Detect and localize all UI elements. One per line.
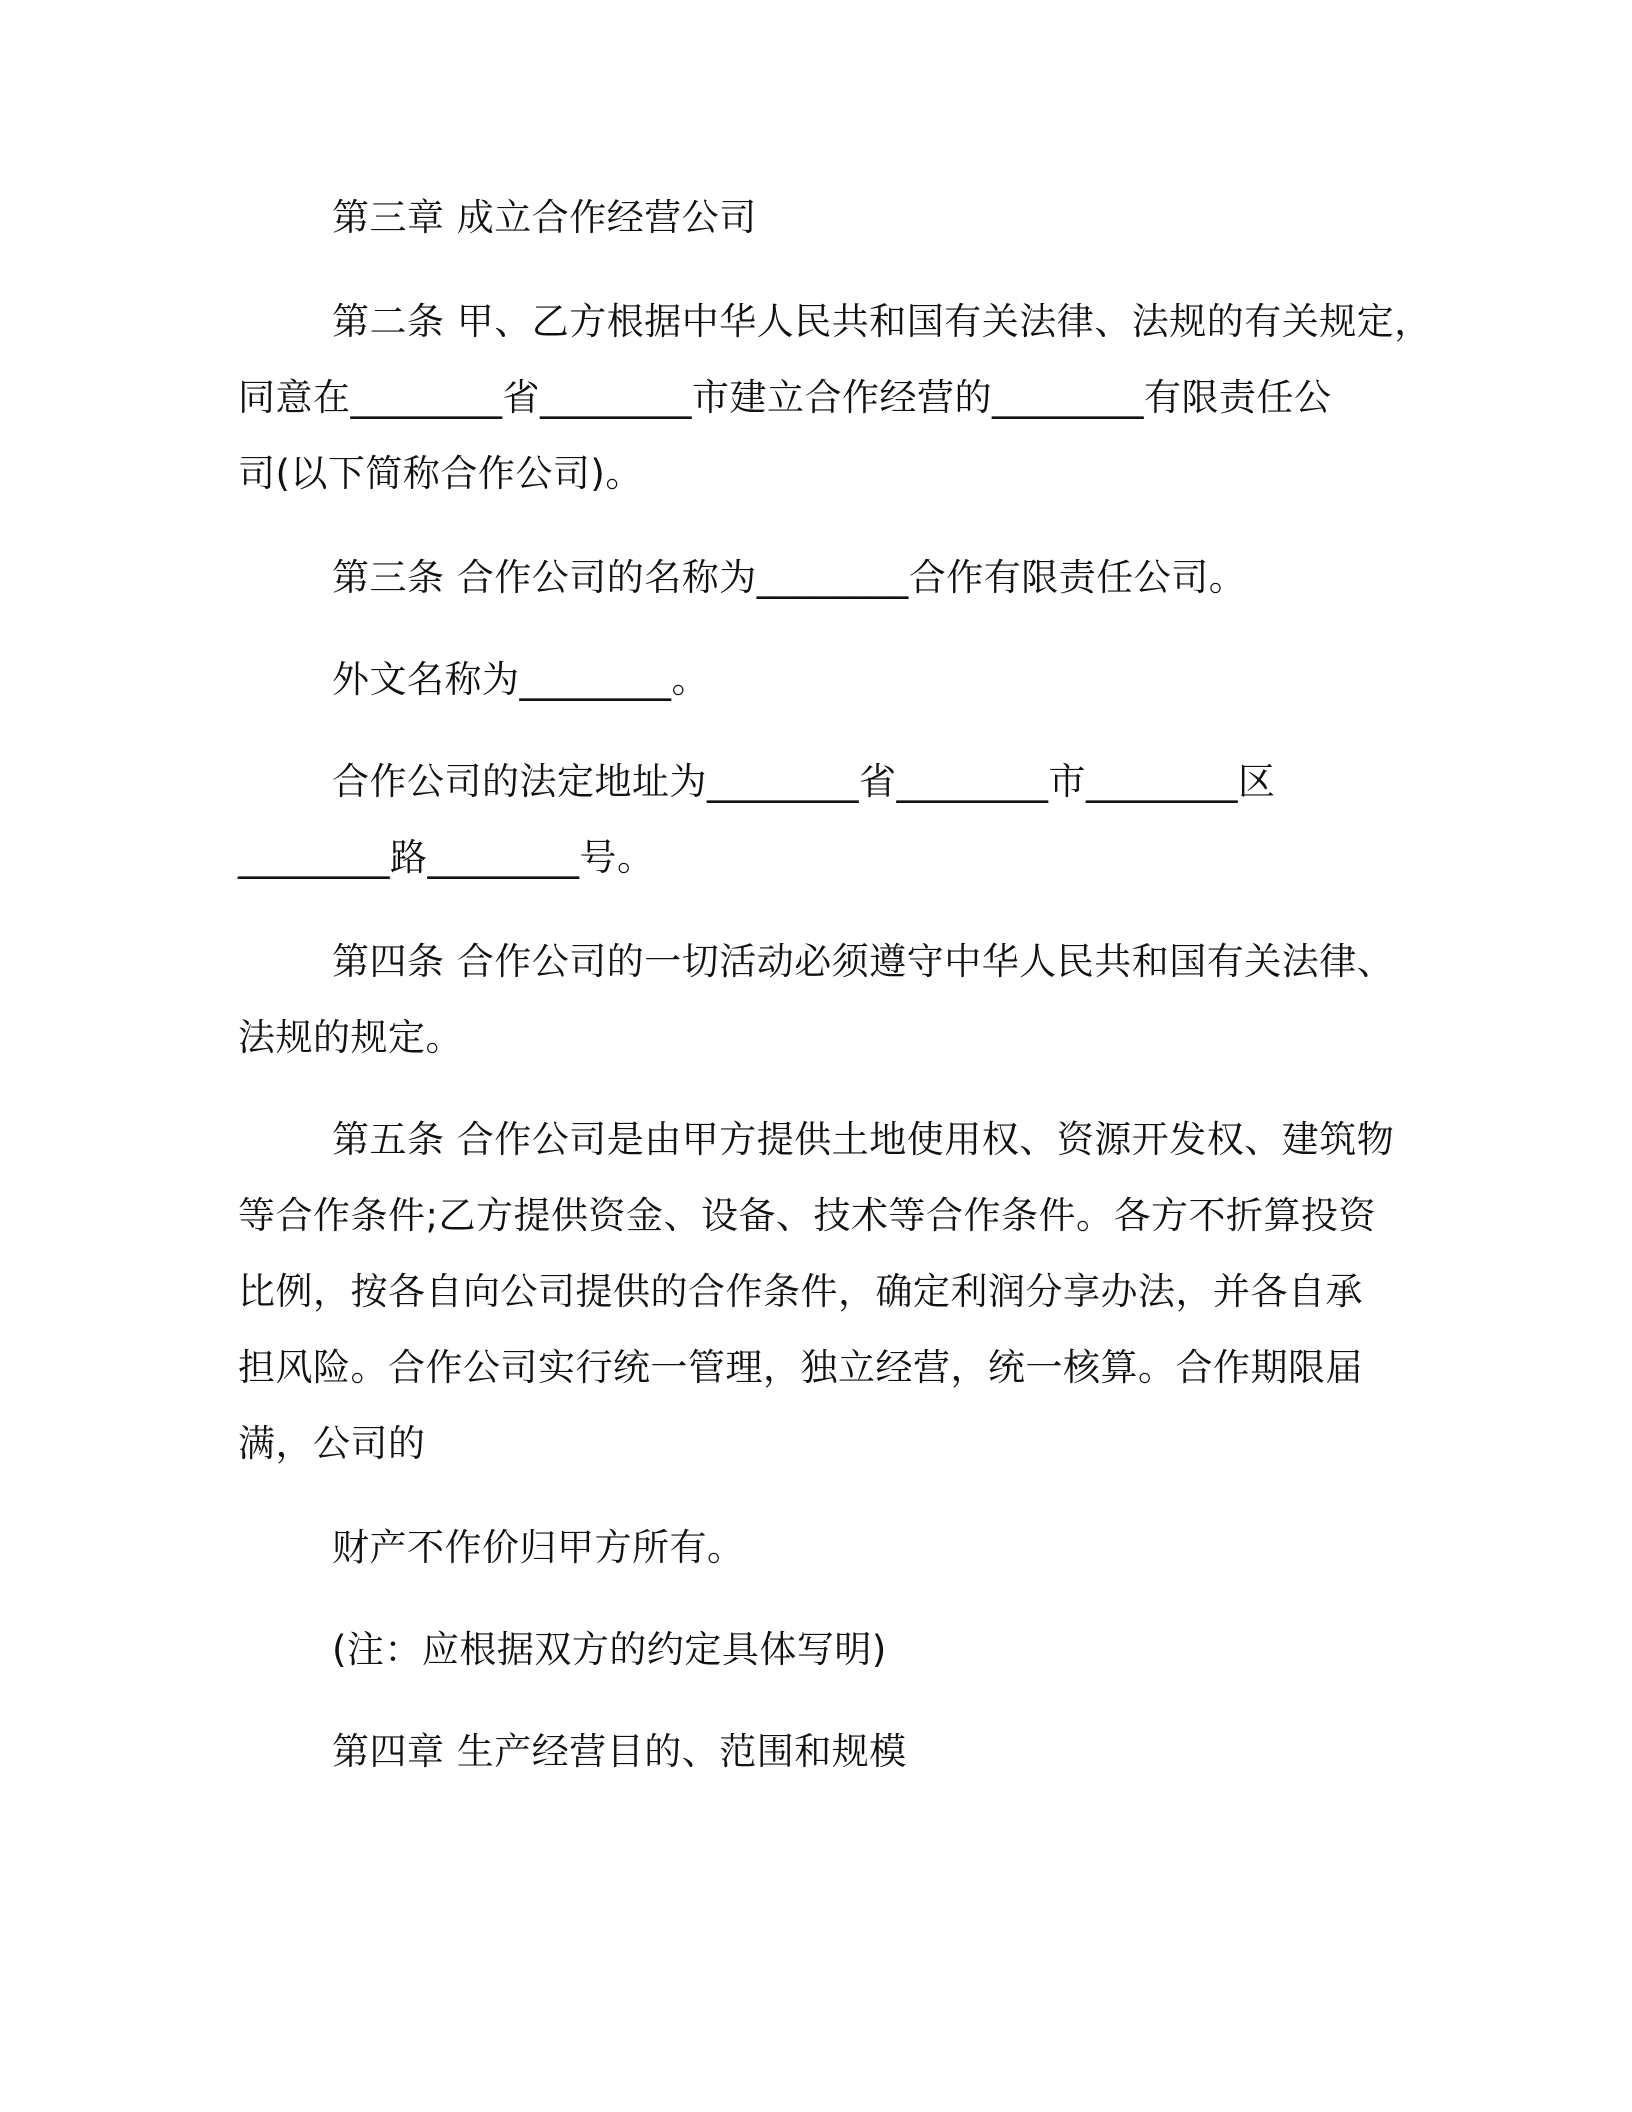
article-4-line-2: 法规的规定。 [238, 1016, 463, 1059]
property-clause: 财产不作价归甲方所有。 [332, 1526, 745, 1569]
chapter-3-heading: 第三章 成立合作经营公司 [332, 196, 757, 239]
chapter-4-heading: 第四章 生产经营目的、范围和规模 [332, 1730, 907, 1773]
article-5-line-1: 第五条 合作公司是由甲方提供土地使用权、资源开发权、建筑物 [332, 1118, 1395, 1161]
article-5-line-2: 等合作条件;乙方提供资金、设备、技术等合作条件。各方不折算投资 [238, 1194, 1376, 1237]
article-4-line-1: 第四条 合作公司的一切活动必须遵守中华人民共和国有关法律、 [332, 940, 1395, 983]
article-3-company-name: 第三条 合作公司的名称为________合作有限责任公司。 [332, 556, 1247, 599]
article-2-line-3: 司(以下简称合作公司)。 [238, 452, 643, 495]
article-5-line-4: 担风险。合作公司实行统一管理，独立经营，统一核算。合作期限届 [238, 1346, 1363, 1389]
article-2-line-2: 同意在________省________市建立合作经营的________有限责任公 [238, 376, 1332, 419]
legal-address-line-1: 合作公司的法定地址为________省________市________区 [332, 760, 1276, 803]
legal-address-line-2: ________路________号。 [238, 836, 655, 879]
article-5-line-3: 比例，按各自向公司提供的合作条件，确定利润分享办法，并各自承 [238, 1270, 1363, 1313]
foreign-name-line: 外文名称为________。 [332, 658, 709, 701]
drafting-note: (注：应根据双方的约定具体写明) [332, 1628, 887, 1671]
article-2-line-1: 第二条 甲、乙方根据中华人民共和国有关法律、法规的有关规定， [332, 300, 1432, 343]
article-5-line-5: 满，公司的 [238, 1422, 426, 1465]
